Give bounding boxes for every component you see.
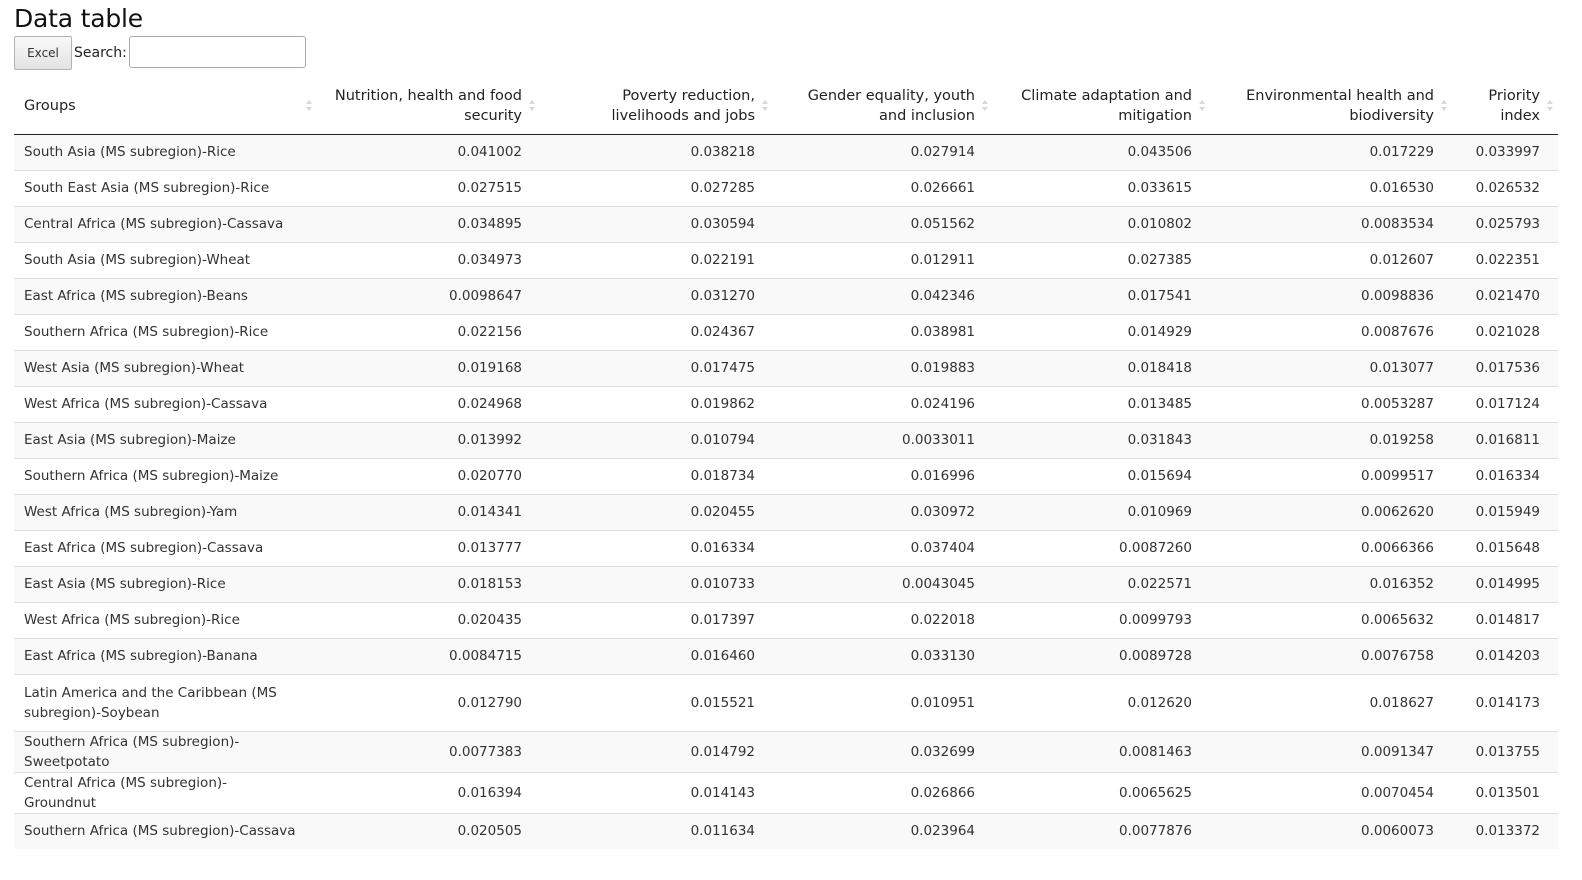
cell-priority-index: 0.033997	[1452, 134, 1558, 170]
cell-poverty: 0.024367	[540, 314, 773, 350]
cell-climate: 0.012620	[993, 674, 1210, 731]
column-header-label: Gender equality, youth and inclusion	[807, 87, 975, 124]
cell-groups: East Africa (MS subregion)-Cassava	[14, 530, 317, 566]
cell-gender: 0.016996	[773, 458, 993, 494]
cell-nutrition: 0.013777	[317, 530, 540, 566]
cell-groups: Southern Africa (MS subregion)-Maize	[14, 458, 317, 494]
column-header-label: Environmental health and biodiversity	[1246, 87, 1434, 124]
column-header-label: Priority index	[1488, 87, 1540, 124]
cell-poverty: 0.022191	[540, 242, 773, 278]
sort-icon	[1440, 98, 1448, 114]
table-row	[14, 602, 1558, 638]
table-row	[14, 458, 1558, 494]
search-input[interactable]	[129, 36, 306, 68]
cell-gender: 0.051562	[773, 206, 993, 242]
cell-nutrition: 0.022156	[317, 314, 540, 350]
table-row	[14, 813, 1558, 849]
column-header-environmental[interactable]	[1210, 78, 1452, 134]
cell-gender: 0.032699	[773, 731, 993, 772]
cell-nutrition: 0.012790	[317, 674, 540, 731]
sort-icon	[305, 98, 313, 114]
cell-poverty: 0.017397	[540, 602, 773, 638]
cell-environmental: 0.017229	[1210, 134, 1452, 170]
cell-poverty: 0.031270	[540, 278, 773, 314]
sort-icon	[1546, 98, 1554, 114]
cell-environmental: 0.0087676	[1210, 314, 1452, 350]
cell-climate: 0.043506	[993, 134, 1210, 170]
cell-priority-index: 0.016811	[1452, 422, 1558, 458]
excel-export-button[interactable]: Excel	[14, 36, 72, 70]
table-row	[14, 530, 1558, 566]
column-header-poverty[interactable]	[540, 78, 773, 134]
table-row	[14, 674, 1558, 731]
cell-nutrition: 0.041002	[317, 134, 540, 170]
cell-gender: 0.0043045	[773, 566, 993, 602]
cell-environmental: 0.019258	[1210, 422, 1452, 458]
search-label: Search:	[74, 45, 127, 61]
table-row	[14, 566, 1558, 602]
cell-poverty: 0.010733	[540, 566, 773, 602]
cell-poverty: 0.019862	[540, 386, 773, 422]
cell-priority-index: 0.026532	[1452, 170, 1558, 206]
cell-environmental: 0.018627	[1210, 674, 1452, 731]
column-header-gender[interactable]	[773, 78, 993, 134]
cell-gender: 0.033130	[773, 638, 993, 674]
cell-nutrition: 0.0077383	[317, 731, 540, 772]
table-row	[14, 494, 1558, 530]
cell-priority-index: 0.014203	[1452, 638, 1558, 674]
cell-gender: 0.024196	[773, 386, 993, 422]
cell-gender: 0.023964	[773, 813, 993, 849]
column-header-climate[interactable]	[993, 78, 1210, 134]
cell-nutrition: 0.013992	[317, 422, 540, 458]
cell-groups: West Asia (MS subregion)-Wheat	[14, 350, 317, 386]
cell-climate: 0.015694	[993, 458, 1210, 494]
cell-poverty: 0.018734	[540, 458, 773, 494]
cell-gender: 0.037404	[773, 530, 993, 566]
cell-environmental: 0.0098836	[1210, 278, 1452, 314]
sort-icon	[761, 98, 769, 114]
cell-priority-index: 0.015648	[1452, 530, 1558, 566]
cell-priority-index: 0.015949	[1452, 494, 1558, 530]
cell-priority-index: 0.014173	[1452, 674, 1558, 731]
table-row	[14, 731, 1558, 772]
table-row	[14, 206, 1558, 242]
cell-poverty: 0.011634	[540, 813, 773, 849]
cell-environmental: 0.0091347	[1210, 731, 1452, 772]
cell-groups: East Asia (MS subregion)-Rice	[14, 566, 317, 602]
cell-groups: West Africa (MS subregion)-Rice	[14, 602, 317, 638]
cell-nutrition: 0.014341	[317, 494, 540, 530]
cell-climate: 0.0089728	[993, 638, 1210, 674]
table-row	[14, 314, 1558, 350]
cell-environmental: 0.012607	[1210, 242, 1452, 278]
table-row	[14, 170, 1558, 206]
cell-gender: 0.012911	[773, 242, 993, 278]
cell-gender: 0.027914	[773, 134, 993, 170]
cell-gender: 0.022018	[773, 602, 993, 638]
cell-groups: South Asia (MS subregion)-Rice	[14, 134, 317, 170]
cell-groups: Latin America and the Caribbean (MS subregion)-Soybean	[14, 674, 317, 731]
cell-priority-index: 0.025793	[1452, 206, 1558, 242]
cell-priority-index: 0.013372	[1452, 813, 1558, 849]
cell-poverty: 0.014792	[540, 731, 773, 772]
cell-groups: Southern Africa (MS subregion)-Rice	[14, 314, 317, 350]
table-body	[14, 134, 1558, 849]
cell-environmental: 0.0099517	[1210, 458, 1452, 494]
cell-environmental: 0.0062620	[1210, 494, 1452, 530]
cell-gender: 0.038981	[773, 314, 993, 350]
cell-environmental: 0.013077	[1210, 350, 1452, 386]
cell-gender: 0.030972	[773, 494, 993, 530]
cell-groups: East Africa (MS subregion)-Beans	[14, 278, 317, 314]
column-header-label: Nutrition, health and food security	[334, 87, 522, 124]
column-header-label: Poverty reduction, livelihoods and jobs	[611, 87, 755, 124]
data-table	[14, 78, 1558, 849]
cell-climate: 0.0077876	[993, 813, 1210, 849]
cell-priority-index: 0.013755	[1452, 731, 1558, 772]
cell-climate: 0.010802	[993, 206, 1210, 242]
table-row	[14, 278, 1558, 314]
cell-climate: 0.033615	[993, 170, 1210, 206]
cell-groups: West Africa (MS subregion)-Cassava	[14, 386, 317, 422]
cell-environmental: 0.0065632	[1210, 602, 1452, 638]
cell-poverty: 0.027285	[540, 170, 773, 206]
column-header-label: Groups	[24, 97, 76, 114]
cell-groups: East Africa (MS subregion)-Banana	[14, 638, 317, 674]
cell-nutrition: 0.020770	[317, 458, 540, 494]
cell-nutrition: 0.024968	[317, 386, 540, 422]
table-row	[14, 638, 1558, 674]
cell-groups: Central Africa (MS subregion)-Cassava	[14, 206, 317, 242]
cell-groups: West Africa (MS subregion)-Yam	[14, 494, 317, 530]
sort-icon	[528, 98, 536, 114]
cell-climate: 0.010969	[993, 494, 1210, 530]
cell-priority-index: 0.014817	[1452, 602, 1558, 638]
cell-environmental: 0.016530	[1210, 170, 1452, 206]
cell-climate: 0.013485	[993, 386, 1210, 422]
cell-priority-index: 0.021470	[1452, 278, 1558, 314]
cell-environmental: 0.016352	[1210, 566, 1452, 602]
cell-poverty: 0.010794	[540, 422, 773, 458]
table-row	[14, 350, 1558, 386]
cell-groups: South Asia (MS subregion)-Wheat	[14, 242, 317, 278]
cell-nutrition: 0.034895	[317, 206, 540, 242]
cell-nutrition: 0.020505	[317, 813, 540, 849]
cell-priority-index: 0.014995	[1452, 566, 1558, 602]
cell-poverty: 0.015521	[540, 674, 773, 731]
cell-climate: 0.0099793	[993, 602, 1210, 638]
cell-priority-index: 0.017536	[1452, 350, 1558, 386]
cell-nutrition: 0.016394	[317, 772, 540, 813]
cell-climate: 0.017541	[993, 278, 1210, 314]
cell-environmental: 0.0076758	[1210, 638, 1452, 674]
sort-icon	[981, 98, 989, 114]
table-header	[14, 78, 1558, 134]
cell-priority-index: 0.016334	[1452, 458, 1558, 494]
cell-poverty: 0.014143	[540, 772, 773, 813]
cell-nutrition: 0.020435	[317, 602, 540, 638]
cell-climate: 0.0065625	[993, 772, 1210, 813]
cell-poverty: 0.016334	[540, 530, 773, 566]
cell-climate: 0.031843	[993, 422, 1210, 458]
header-row	[14, 78, 1558, 134]
table-toolbar	[14, 36, 306, 70]
cell-gender: 0.010951	[773, 674, 993, 731]
column-header-label: Climate adaptation and mitigation	[1021, 87, 1192, 124]
cell-priority-index: 0.022351	[1452, 242, 1558, 278]
table-row	[14, 422, 1558, 458]
cell-gender: 0.026866	[773, 772, 993, 813]
cell-groups: Southern Africa (MS subregion)-Sweetpotato	[14, 731, 317, 772]
cell-poverty: 0.030594	[540, 206, 773, 242]
cell-gender: 0.026661	[773, 170, 993, 206]
cell-gender: 0.0033011	[773, 422, 993, 458]
cell-priority-index: 0.017124	[1452, 386, 1558, 422]
cell-nutrition: 0.019168	[317, 350, 540, 386]
cell-nutrition: 0.0084715	[317, 638, 540, 674]
table-row	[14, 386, 1558, 422]
cell-gender: 0.019883	[773, 350, 993, 386]
cell-groups: Southern Africa (MS subregion)-Cassava	[14, 813, 317, 849]
column-header-priority-index[interactable]	[1452, 78, 1558, 134]
cell-climate: 0.022571	[993, 566, 1210, 602]
cell-climate: 0.014929	[993, 314, 1210, 350]
table-row	[14, 242, 1558, 278]
cell-priority-index: 0.021028	[1452, 314, 1558, 350]
cell-poverty: 0.038218	[540, 134, 773, 170]
cell-groups: Central Africa (MS subregion)-Groundnut	[14, 772, 317, 813]
cell-nutrition: 0.027515	[317, 170, 540, 206]
cell-climate: 0.018418	[993, 350, 1210, 386]
table-row	[14, 772, 1558, 813]
cell-groups: South East Asia (MS subregion)-Rice	[14, 170, 317, 206]
cell-environmental: 0.0083534	[1210, 206, 1452, 242]
cell-nutrition: 0.018153	[317, 566, 540, 602]
cell-priority-index: 0.013501	[1452, 772, 1558, 813]
cell-environmental: 0.0066366	[1210, 530, 1452, 566]
cell-nutrition: 0.0098647	[317, 278, 540, 314]
column-header-groups[interactable]	[14, 78, 317, 134]
cell-climate: 0.027385	[993, 242, 1210, 278]
table-row	[14, 134, 1558, 170]
cell-gender: 0.042346	[773, 278, 993, 314]
cell-poverty: 0.017475	[540, 350, 773, 386]
cell-climate: 0.0087260	[993, 530, 1210, 566]
cell-environmental: 0.0053287	[1210, 386, 1452, 422]
cell-poverty: 0.016460	[540, 638, 773, 674]
cell-poverty: 0.020455	[540, 494, 773, 530]
cell-environmental: 0.0060073	[1210, 813, 1452, 849]
cell-groups: East Asia (MS subregion)-Maize	[14, 422, 317, 458]
cell-environmental: 0.0070454	[1210, 772, 1452, 813]
sort-icon	[1198, 98, 1206, 114]
cell-nutrition: 0.034973	[317, 242, 540, 278]
page-title: Data table	[14, 4, 143, 33]
column-header-nutrition[interactable]	[317, 78, 540, 134]
cell-climate: 0.0081463	[993, 731, 1210, 772]
